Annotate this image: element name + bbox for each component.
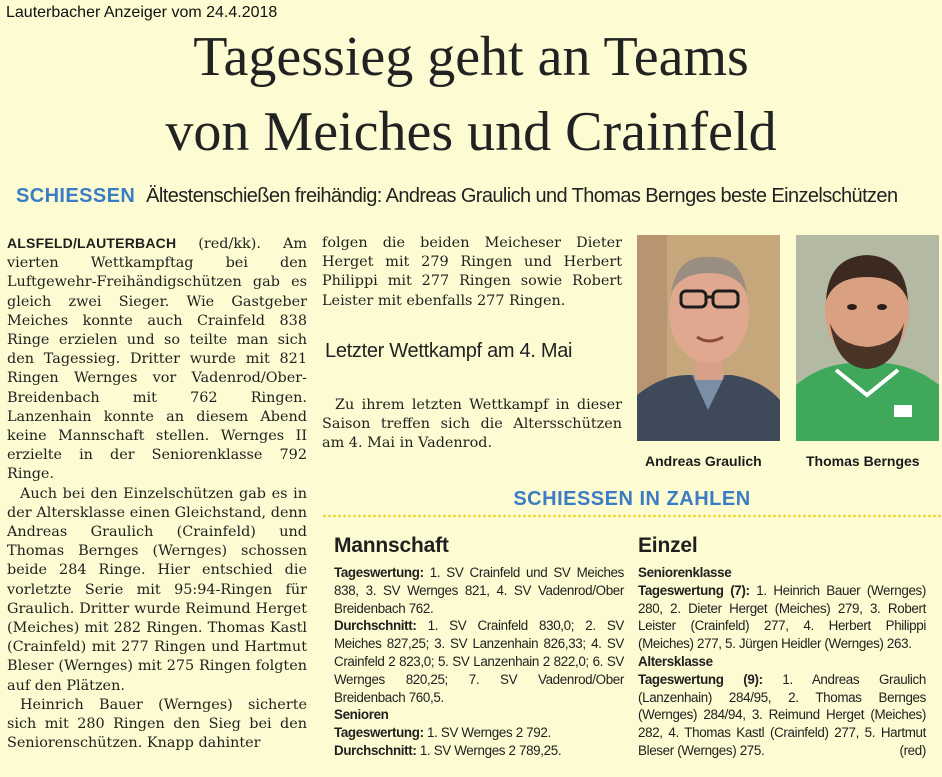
stats-team-seniors-day <box>334 724 624 742</box>
kicker <box>16 185 897 208</box>
kicker-keyword: SCHIESSEN <box>16 185 136 207</box>
article-column-1 <box>7 234 307 753</box>
article-subheading: Letzter Wettkampf am 4. Mai <box>325 340 573 362</box>
stats-single-age-day-text: 1. Andreas Graulich (Lanzenhain) 284/95, 2. Thomas Bernges (Wernges) 284/94, 3. Reimund Herget (Meiches) 282, 4. Thomas Kastl (Crainfeld) 277, 5. Hartmut Bleser (Wernges) 275. <box>638 671 927 758</box>
author-tag: (red) <box>899 742 926 758</box>
photo-thomas-bernges <box>796 235 939 441</box>
stats-team-day-label: Tageswertung: <box>334 565 424 580</box>
photo-caption-1: Andreas Graulich <box>645 453 762 469</box>
stats-single-column <box>638 534 926 760</box>
stats-team-avg <box>334 617 624 706</box>
stats-team-seniors-avg <box>334 742 624 760</box>
source-line: Lauterbacher Anzeiger vom 24.4.2018 <box>6 4 278 21</box>
stats-team-seniors-avg-label: Durchschnitt: <box>334 742 417 758</box>
article-paragraph-2: Auch bei den Einzelschützen gab es in der Altersklasse einen Gleichstand, denn Andreas Graulich (Crainfeld) und Thomas Bernges (Wernges) schossen beide 284 Ringe. Hier entschied die vorletzte Serie mit 95:94-Ringen für Graulich. Dritter wurde Reimund Herget (Meiches) mit 282 Ringen. Thomas Kastl (Crainfeld) mit 277 Ringen und Hartmut Bleser (Wernges) mit 275 Ringen folgten auf den Plätzen. <box>7 485 307 694</box>
dateline: ALSFELD/LAUTERBACH <box>7 235 177 251</box>
stats-divider <box>322 514 942 518</box>
photo-andreas-graulich <box>637 235 780 441</box>
stats-team-day <box>334 564 624 617</box>
stats-team-heading: Mannschaft <box>334 534 449 557</box>
stats-team-avg-label: Durchschnitt: <box>334 618 417 634</box>
stats-single-age-heading: Altersklasse <box>638 653 713 669</box>
stats-team-seniors-day-label: Tageswertung: <box>334 725 424 741</box>
stats-single-seniors-heading: Seniorenklasse <box>638 565 732 580</box>
article-paragraph-4: folgen die beiden Meicheser Dieter Herget mit 279 Ringen und Herbert Philippi mit 277 Ringen sowie Robert Leister mit ebenfalls 277 Ringen. <box>322 235 622 309</box>
stats-box-title: SCHIESSEN IN ZAHLEN <box>513 488 751 510</box>
stats-team-avg-text: 1. SV Crainfeld 830,0; 2. SV Meiches 827,25; 3. SV Lanzenhain 826,33; 4. SV Crainfeld 2 823,0; 5. SV Lanzenhain 2 822,0; 6. SV Wernges 820,25; 7. SV Vadenrod/Ober Breidenbach 760,5. <box>334 618 624 705</box>
stats-single-seniors-day <box>638 582 926 653</box>
stats-team-day-text: 1. SV Crainfeld und SV Meiches 838, 3. SV Wernges 821, 4. SV Vadenrod/Ober Breidenbach 762. <box>334 565 624 616</box>
article-paragraph-1: (red/kk). Am vierten Wettkampftag bei den Luftgewehr-Freihändigschützen gab es gleich zwei Sieger. Wie Gastgeber Meiches konnte auch Crainfeld 838 Ringe erzielen und so teilte man sich den Tagessieg. Dritter wurde mit 821 Ringen Wernges vor Vadenrod/Ober-Breidenbach mit 762 Ringen. Lanzenhain konnte an diesem Abend keine Mannschaft stellen. Wernges II erzielte in der Seniorenklasse 792 Ringe. <box>7 236 307 483</box>
stats-single-seniors-day-text: 1. Heinrich Bauer (Wernges) 280, 2. Dieter Herget (Meiches) 279, 3. Robert Leister (Crainfeld) 277, 4. Herbert Philippi (Meiches) 277, 5. Jürgen Heidler (Wernges) 263. <box>638 582 927 652</box>
stats-team-column <box>334 534 624 760</box>
stats-single-age-day-label: Tageswertung (9): <box>638 671 763 687</box>
portrait-1-illustration <box>637 235 780 441</box>
headline-line-2: von Meiches und Crainfeld <box>165 101 777 163</box>
kicker-text: Ältestenschießen freihändig: Andreas Graulich und Thomas Bernges beste Einzelschützen <box>146 185 898 207</box>
stats-single-heading: Einzel <box>638 534 698 557</box>
article-paragraph-3: Heinrich Bauer (Wernges) sicherte sich mit 280 Ringen den Sieg bei den Seniorenschützen. Knapp dahinter <box>7 696 307 752</box>
portrait-2-illustration <box>796 235 939 441</box>
stats-single-age-day <box>638 671 926 760</box>
article-column-2b <box>322 396 622 454</box>
stats-team-seniors-avg-text: 1. SV Wernges 2 789,25. <box>416 742 562 758</box>
photo-caption-2: Thomas Bernges <box>806 453 920 469</box>
stats-single-seniors-day-label: Tageswertung (7): <box>638 582 750 598</box>
stats-team-seniors-day-text: 1. SV Wernges 2 792. <box>423 725 551 741</box>
article-paragraph-5: Zu ihrem letzten Wettkampf in dieser Saison treffen sich die Altersschützen am 4. Mai in Vadenrod. <box>322 397 622 452</box>
stats-team-seniors-heading: Senioren <box>334 707 389 723</box>
article-column-2 <box>322 234 622 311</box>
headline-line-1: Tagessieg geht an Teams <box>193 26 749 88</box>
